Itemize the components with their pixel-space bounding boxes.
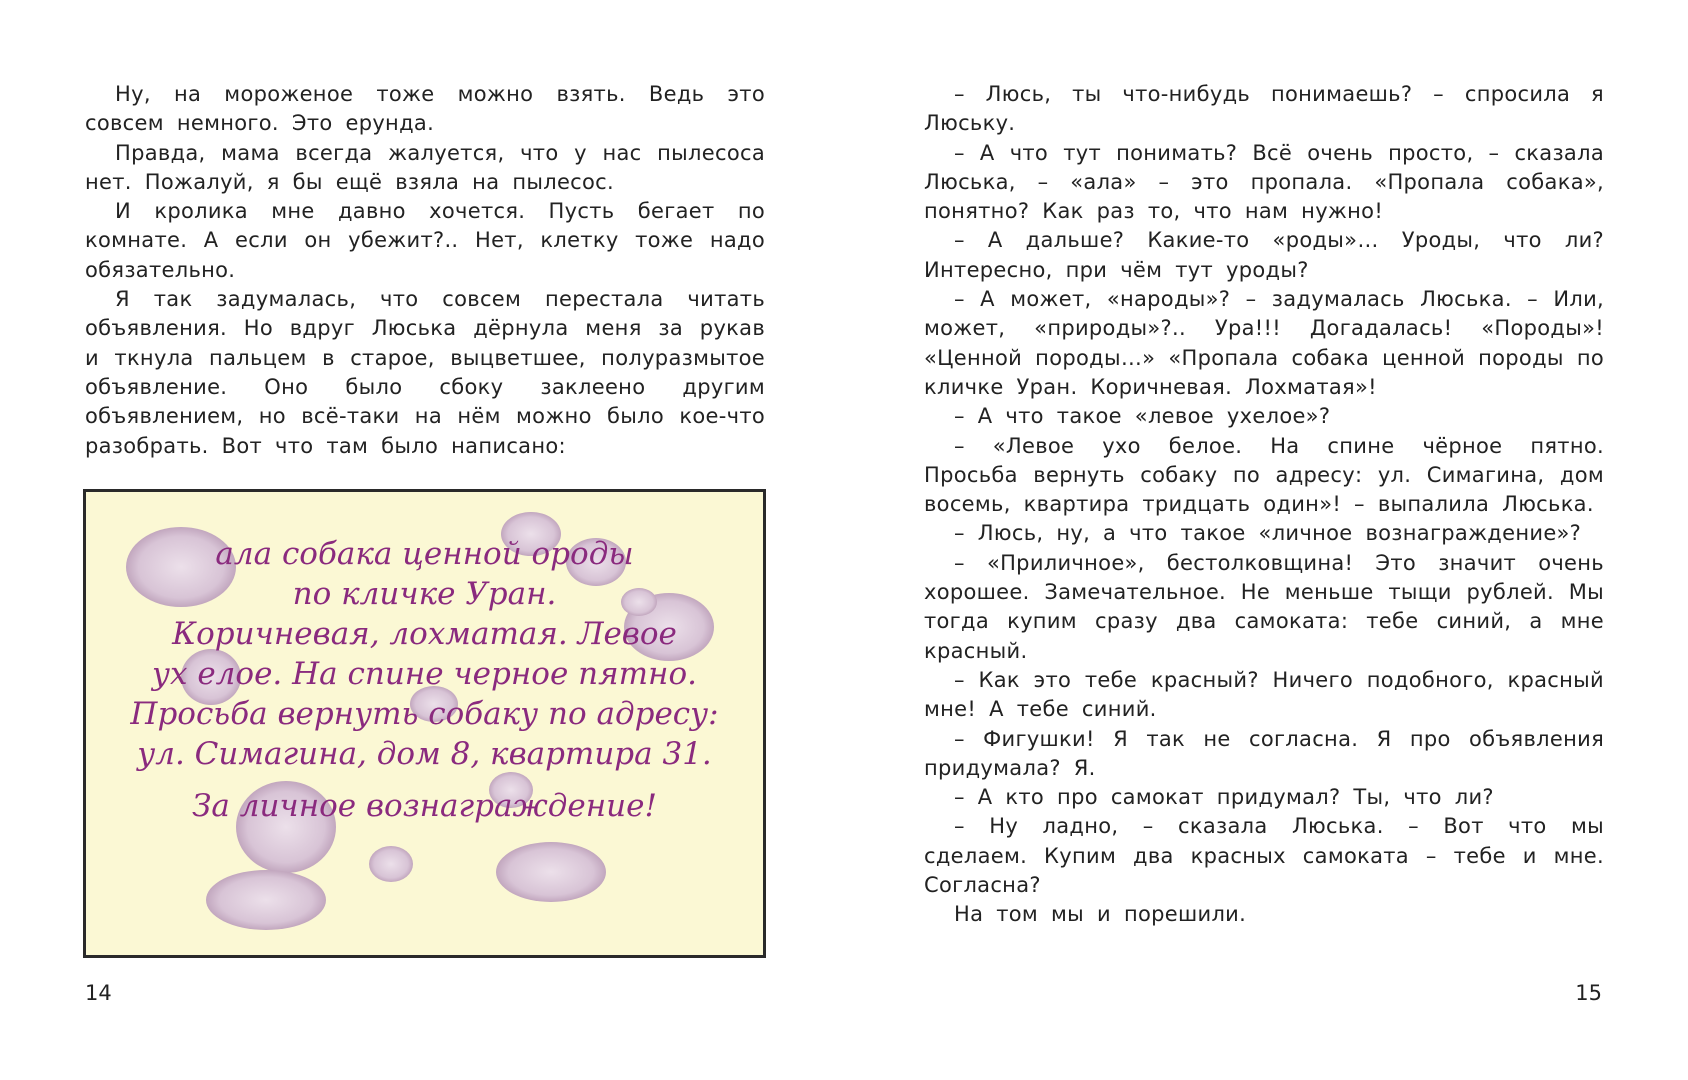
paragraph: – «Левое ухо белое. На спине чёрное пятно. Просьба вернуть собаку по адресу: ул. Симагина, дом восемь, квартира тридцать один»! – выпалила Люська. bbox=[924, 433, 1604, 517]
paragraph: Ну, на мороженое тоже можно взять. Ведь это совсем немного. Это ерунда. bbox=[85, 82, 765, 136]
notice-handwritten-text bbox=[86, 534, 763, 826]
paragraph: На том мы и порешили. bbox=[954, 902, 1247, 927]
paragraph: – Ну ладно, – сказала Люська. – Вот что мы сделаем. Купим два красных самоката – тебе и мне. Согласна? bbox=[924, 814, 1604, 898]
paragraph: – Как это тебе красный? Ничего подобного, красный мне! А тебе синий. bbox=[924, 667, 1604, 722]
notice-line: За личное вознаграждение! bbox=[192, 788, 657, 824]
notice-line: ул. Симагина, дом 8, квартира 31. bbox=[137, 736, 712, 772]
paragraph: Я так задумалась, что совсем перестала читать объявления. Но вдруг Люська дёрнула меня за рукав и ткнула пальцем в старое, выцветшее, полуразмытое объявление. Оно было сбоку заклеено другим объявлением, но всё-таки на нём можно было кое-что разобрать. Вот что там было написано: bbox=[85, 287, 765, 458]
paragraph: – А дальше? Какие-то «роды»… Уроды, что ли? Интересно, при чём тут уроды? bbox=[924, 228, 1604, 282]
notice-line: ала собака ценной ороды bbox=[215, 536, 634, 572]
paragraph: – А что такое «левое ухелое»? bbox=[954, 404, 1331, 429]
notice-line: Просьба вернуть собаку по адресу: bbox=[130, 696, 719, 732]
page-number: 14 bbox=[85, 981, 112, 1005]
notice-line: ух елое. На спине черное пятно. bbox=[152, 656, 697, 692]
right-page bbox=[844, 0, 1688, 1080]
page-number: 15 bbox=[1575, 981, 1602, 1005]
notice-line: по кличке Уран. bbox=[292, 576, 557, 612]
stain bbox=[206, 870, 326, 930]
lost-dog-notice-illustration bbox=[83, 489, 766, 958]
paragraph: – А кто про самокат придумал? Ты, что ли? bbox=[954, 785, 1494, 810]
paragraph: И кролика мне давно хочется. Пусть бегает по комнате. А если он убежит?.. Нет, клетку тоже надо обязательно. bbox=[85, 199, 765, 282]
paragraph: – Люсь, ты что-нибудь понимаешь? – спросила я Люську. bbox=[924, 82, 1604, 136]
left-page-text bbox=[85, 80, 765, 461]
stain bbox=[496, 842, 606, 902]
notice-line: Коричневая, лохматая. Левое bbox=[172, 616, 677, 652]
paragraph: – «Приличное», бестолковщина! Это значит очень хорошее. Замечательное. Не меньше тыщи рублей. Мы тогда купим сразу два самоката: тебе синий, а мне красный. bbox=[924, 550, 1604, 663]
paragraph: – А что тут понимать? Всё очень просто, – сказала Люська, – «ала» – это пропала. «Пропала собака», понятно? Как раз то, что нам нужно! bbox=[924, 140, 1604, 224]
right-page-text bbox=[924, 80, 1604, 930]
paragraph: – А может, «народы»? – задумалась Люська. – Или, может, «природы»?.. Ура!!! Догадалась! «Породы»! «Ценной породы…» «Пропала собака ценной породы по кличке Уран. Коричневая. Лохматая»! bbox=[924, 287, 1604, 399]
stain bbox=[369, 846, 413, 882]
paragraph: – Люсь, ну, а что такое «личное вознаграждение»? bbox=[954, 521, 1582, 546]
paragraph: – Фигушки! Я так не согласна. Я про объявления придумала? Я. bbox=[924, 726, 1604, 780]
paragraph: Правда, мама всегда жалуется, что у нас пылесоса нет. Пожалуй, я бы ещё взяла на пылесос. bbox=[85, 140, 765, 194]
